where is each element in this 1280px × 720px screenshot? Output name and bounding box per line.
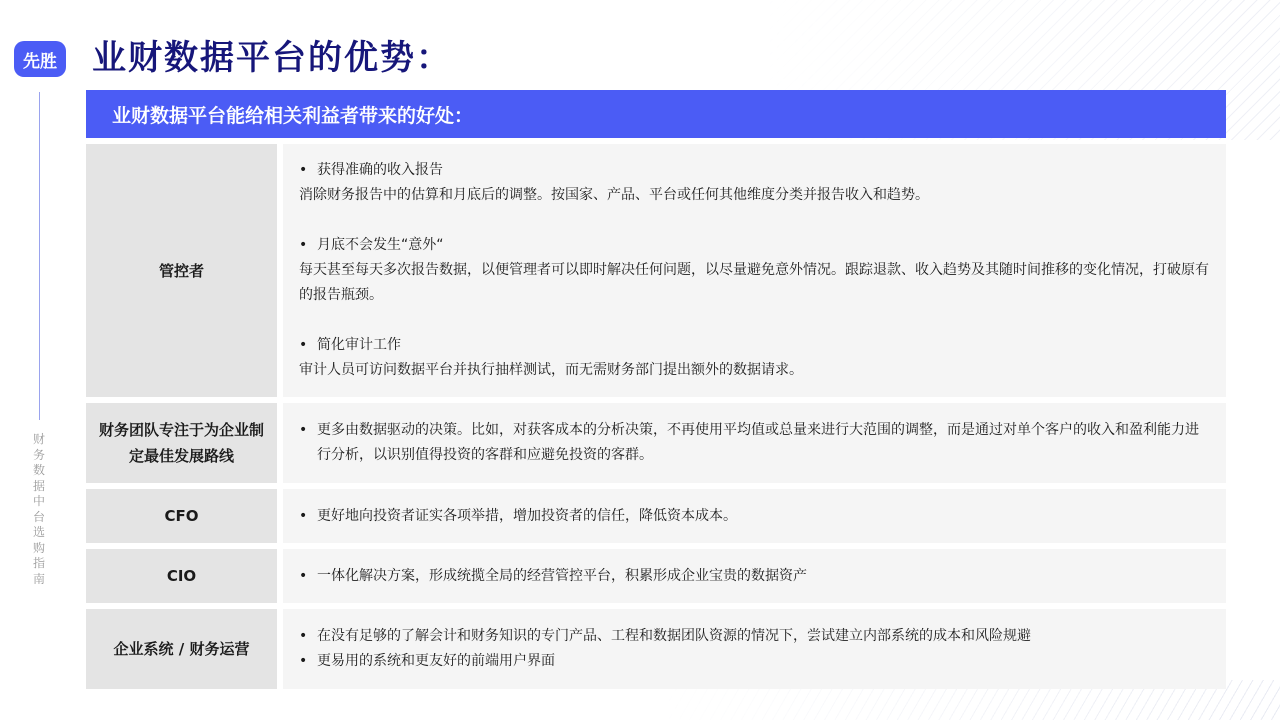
item-description: 每天甚至每天多次报告数据，以便管理者可以即时解决任何问题，以尽量避免意外情况。跟踪退款、收入趋势及其随时间推移的变化情况，打破原有的报告瓶颈。 (299, 262, 1209, 303)
item-description: 消除财务报告中的估算和月底后的调整。按国家、产品、平台或任何其他维度分类并报告收入和趋势。 (299, 187, 929, 203)
list-item (299, 624, 1212, 649)
bullet-icon: • (299, 567, 308, 584)
bullet-text: 更好地向投资者证实各项举措，增加投资者的信任，降低资本成本。 (317, 507, 737, 524)
row-content-enterprise-systems (283, 609, 1226, 689)
bullet-icon: • (299, 422, 308, 438)
row-label-finance-team: 财务团队专注于为企业制定最佳发展路线 (86, 403, 277, 483)
section-header-bar: 业财数据平台能给相关利益者带来的好处： (86, 90, 1226, 138)
bullet-icon: • (299, 337, 308, 353)
side-divider (39, 92, 40, 420)
bullet-icon: • (299, 162, 308, 178)
list-item (299, 649, 1212, 674)
row-label-controller: 管控者 (86, 144, 277, 397)
list-item (299, 564, 1212, 589)
table-row (86, 403, 1226, 483)
list-item (299, 333, 1212, 358)
table-row (86, 609, 1226, 689)
bullet-text: 更易用的系统和更友好的前端用户界面 (317, 653, 555, 669)
row-label-cio: CIO (86, 549, 277, 603)
row-content-cfo (283, 489, 1226, 543)
table-row (86, 489, 1226, 543)
table-row (86, 144, 1226, 397)
table-row (86, 549, 1226, 603)
row-content-cio (283, 549, 1226, 603)
list-item (299, 233, 1212, 258)
item-title: 月底不会发生“意外“ (317, 237, 444, 253)
row-content-finance-team (283, 403, 1226, 483)
item-description: 审计人员可访问数据平台并执行抽样测试，而无需财务部门提出额外的数据请求。 (299, 362, 803, 378)
bullet-text: 更多由数据驱动的决策。比如，对获客成本的分析决策，不再使用平均值或总量来进行大范围的调整，而是通过对单个客户的收入和盈利能力进行分析，以识别值得投资的客群和应避免投资的客群。 (317, 422, 1199, 463)
bullet-icon: • (299, 653, 308, 669)
benefits-table (86, 144, 1226, 695)
page-title: 业财数据平台的优势： (92, 38, 452, 78)
list-item (299, 158, 1212, 183)
bullet-icon: • (299, 507, 308, 524)
row-label-cfo: CFO (86, 489, 277, 543)
row-content-controller (283, 144, 1226, 397)
bullet-text: 在没有足够的了解会计和财务知识的专门产品、工程和数据团队资源的情况下，尝试建立内部系统的成本和风险规避 (317, 628, 1031, 644)
bullet-icon: • (299, 237, 308, 253)
list-item (299, 418, 1212, 468)
item-title: 简化审计工作 (317, 337, 401, 353)
list-item (299, 504, 1212, 529)
item-title: 获得准确的收入报告 (317, 162, 443, 178)
bullet-icon: • (299, 628, 308, 644)
row-label-enterprise-systems: 企业系统 / 财务运营 (86, 609, 277, 689)
bullet-text: 一体化解决方案，形成统揽全局的经营管控平台，积累形成企业宝贵的数据资产 (317, 567, 807, 584)
brand-badge: 先胜 (14, 41, 66, 77)
side-vertical-text: 财务数据中台选购指南 (32, 432, 45, 586)
